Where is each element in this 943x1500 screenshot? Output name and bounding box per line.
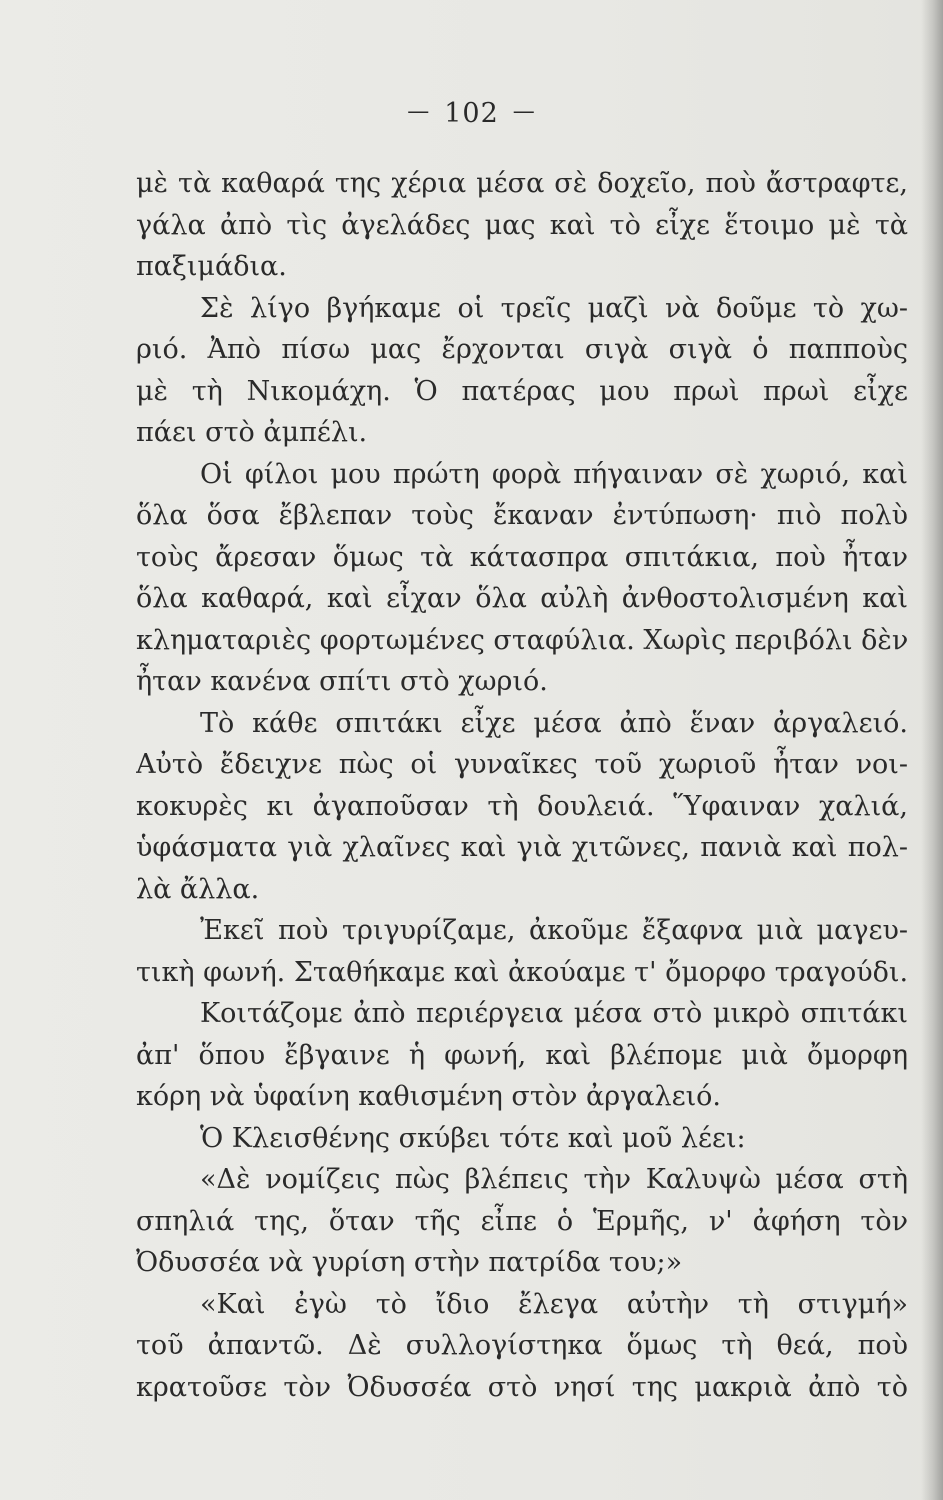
text-line: πάει στὸ ἀμπέλι.	[136, 417, 368, 448]
text-line: λὰ ἄλλα.	[136, 873, 260, 905]
text-line: ριό. Ἀπὸ πίσω μας ἔρχονται σιγὰ σιγὰ ὁ παπποὺς	[136, 334, 908, 365]
text-line: ὅλα ὅσα ἔβλεπαν τοὺς ἔκαναν ἐντύπωση· πιὸ πολὺ	[136, 500, 908, 531]
text-line: «Δὲ νομίζεις πὼς βλέπεις τὴν Καλυψὼ μέσα στὴ	[200, 1164, 908, 1195]
text-line: κόρη νὰ ὑφαίνη καθισμένη στὸν ἀργαλειό.	[136, 1081, 722, 1112]
text-line: Ἐκεῖ ποὺ τριγυρίζαμε, ἀκοῦμε ἔξαφνα μιὰ μαγευ-	[200, 915, 908, 946]
text-line: τοὺς ἄρεσαν ὅμως τὰ κάτασπρα σπιτάκια, ποὺ ἦταν	[136, 541, 908, 573]
text-line: κρατοῦσε τὸν Ὀδυσσέα στὸ νησί της μακριὰ ἀπὸ τὸ	[136, 1371, 908, 1403]
header-right-mark: —	[512, 99, 536, 124]
text-line: ὅλα καθαρά, καὶ εἶχαν ὅλα αὐλὴ ἀνθοστολισμένη καὶ	[136, 583, 908, 614]
text-line: παξιμάδια.	[136, 251, 287, 282]
text-line: ἀπ' ὅπου ἔβγαινε ἡ φωνή, καὶ βλέπομε μιὰ ὄμορφη	[136, 1039, 908, 1071]
text-line: μὲ τὰ καθαρά της χέρια μέσα σὲ δοχεῖο, ποὺ ἄστραφτε,	[136, 168, 908, 199]
text-line: Τὸ κάθε σπιτάκι εἶχε μέσα ἀπὸ ἕναν ἀργαλειό.	[200, 707, 908, 739]
text-line: τοῦ ἀπαντῶ. Δὲ συλλογίστηκα ὅμως τὴ θεά, ποὺ	[136, 1330, 908, 1361]
text-line: Ὀδυσσέα νὰ γυρίση στὴν πατρίδα του;»	[136, 1247, 683, 1278]
page-number: 102	[444, 98, 499, 129]
text-line: γάλα ἀπὸ τὶς ἀγελάδες μας καὶ τὸ εἶχε ἕτοιμο μὲ τὰ	[136, 209, 908, 241]
text-line: Ὁ Κλεισθένης σκύβει τότε καὶ μοῦ λέει:	[200, 1122, 746, 1154]
text-line: Σὲ λίγο βγήκαμε οἱ τρεῖς μαζὶ νὰ δοῦμε τὸ χω-	[200, 292, 908, 324]
text-line: τικὴ φωνή. Σταθήκαμε καὶ ἀκούαμε τ' ὄμορφο τραγούδι.	[136, 956, 908, 988]
text-line: Οἱ φίλοι μου πρώτη φορὰ πήγαιναν σὲ χωριό, καὶ	[200, 458, 908, 490]
header-left-mark: —	[407, 99, 431, 124]
text-line: ὑφάσματα γιὰ χλαῖνες καὶ γιὰ χιτῶνες, πανιὰ καὶ πολ-	[136, 832, 908, 863]
text-line: «Καὶ ἐγὼ τὸ ἴδιο ἔλεγα αὐτὴν τὴ στιγμή»	[200, 1288, 908, 1320]
text-line: Αὐτὸ ἔδειχνε πὼς οἱ γυναῖκες τοῦ χωριοῦ ἦταν νοι-	[136, 749, 908, 780]
text-line: σπηλιά της, ὅταν τῆς εἶπε ὁ Ἑρμῆς, ν' ἀφήση τὸν	[136, 1205, 908, 1237]
text-line: κληματαριὲς φορτωμένες σταφύλια. Χωρὶς περιβόλι δὲν	[136, 624, 908, 656]
page-binding-shadow	[921, 0, 943, 1500]
page-header	[0, 98, 943, 129]
text-line: Κοιτάζομε ἀπὸ περιέργεια μέσα στὸ μικρὸ σπιτάκι	[200, 998, 908, 1029]
body-text	[136, 163, 908, 1408]
text-line: ἦταν κανένα σπίτι στὸ χωριό.	[136, 666, 548, 697]
text-line: μὲ τὴ Νικομάχη. Ὁ πατέρας μου πρωὶ πρωὶ εἶχε	[136, 375, 908, 407]
text-line: κοκυρὲς κι ἀγαποῦσαν τὴ δουλειά. Ὕφαιναν χαλιά,	[136, 790, 908, 822]
